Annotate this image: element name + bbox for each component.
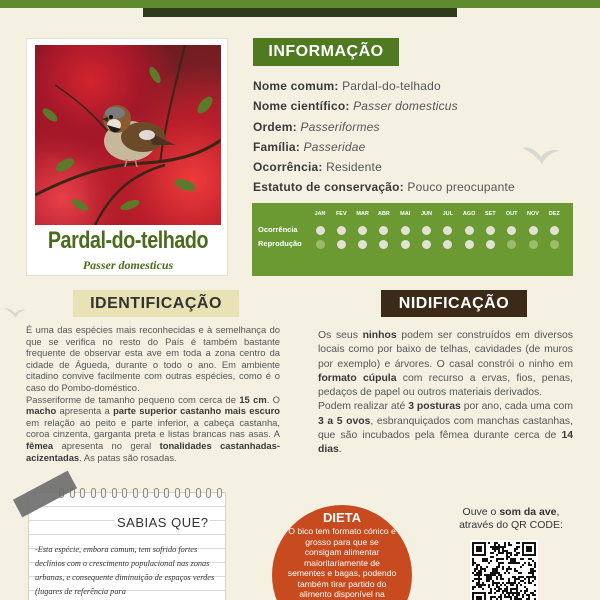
diet-title: DIETA	[322, 510, 362, 525]
notebook-ring	[164, 488, 169, 498]
flying-bird-icon	[522, 142, 560, 166]
info-value: Passeridae	[303, 139, 366, 154]
sparrow-illustration	[35, 45, 221, 225]
calendar-dot-active	[337, 240, 346, 249]
top-bar-tab	[143, 8, 457, 17]
notebook-ring	[91, 488, 96, 498]
info-key: Nome científico:	[253, 99, 350, 114]
info-row	[253, 96, 583, 116]
info-key: Estatuto de conservação:	[253, 180, 404, 195]
notebook-ring	[196, 488, 201, 498]
calendar-dot-active	[486, 226, 495, 235]
calendar-dot-inactive	[529, 240, 538, 249]
calendar-month-label: MAI	[400, 211, 411, 217]
calendar-month-label: OUT	[505, 211, 518, 217]
species-common-name: Pardal-do-telhado	[47, 227, 209, 254]
identification-text	[26, 324, 280, 463]
notebook-ring	[143, 488, 148, 498]
calendar-dot-active	[379, 226, 388, 235]
qr-code[interactable]	[470, 540, 538, 600]
calendar-month-label: MAR	[356, 211, 369, 217]
calendar-dot-active	[443, 226, 452, 235]
info-value: Pardal-do-telhado	[342, 79, 441, 93]
calendar-month-label: ABR	[377, 211, 390, 217]
calendar-dot-active	[337, 226, 346, 235]
calendar-month-label: FEV	[335, 211, 347, 217]
id-text-segment: apresenta a	[56, 405, 114, 417]
calendar-dot-active	[358, 240, 367, 249]
id-text-segment: em relação ao peito e parte inferior, a cabeça castanha, coroa cinzenta, garganta preta e listas brancas nas asas. A	[26, 416, 280, 440]
calendar-dot-active	[465, 226, 474, 235]
calendar-dot-active	[422, 240, 431, 249]
info-section-header: INFORMAÇÃO	[253, 38, 399, 66]
info-value: Residente	[326, 160, 382, 175]
id-text-bold: tonalidades castanhadas-acizentadas	[26, 439, 280, 463]
calendar-dot-active	[401, 226, 410, 235]
calendar-dot-active	[529, 226, 538, 235]
info-row	[253, 76, 583, 96]
calendar-month-label: JAN	[314, 211, 326, 217]
calendar-row-label: Reprodução	[258, 239, 302, 248]
species-photo-card	[26, 38, 228, 276]
calendar-dot-active	[486, 240, 495, 249]
identification-section-header: IDENTIFICAÇÃO	[73, 290, 239, 317]
info-value: Passer domesticus	[353, 99, 458, 114]
calendar-row-label: Ocorrência	[258, 225, 298, 234]
diet-text: O bico tem formato cónico e grosso para que se consigam alimentar maioritariamente de sementes e bagas, podendo também tirar partido do alimento disponível na	[287, 526, 397, 599]
nest-text-bold: formato cúpula	[318, 372, 397, 384]
info-list	[253, 76, 583, 198]
calendar-dot-active	[422, 226, 431, 235]
id-text-bold: 15 cm	[239, 393, 267, 405]
calendar-dot-inactive	[550, 240, 559, 249]
info-key: Nome comum:	[253, 79, 339, 93]
info-row	[253, 117, 583, 137]
did-you-know-title: SABIAS QUE?	[117, 515, 209, 530]
nest-text-bold: 14 dias	[318, 430, 573, 456]
id-text-segment: apresenta no geral	[53, 439, 160, 451]
qr-caption-line2: através do QR CODE:	[459, 519, 563, 531]
sparrow-photo	[35, 45, 221, 225]
diet-circle	[272, 505, 412, 600]
calendar-dot-active	[358, 226, 367, 235]
notebook-rings	[59, 488, 229, 498]
qr-caption-segment: ,	[556, 506, 560, 518]
id-text-bold: macho	[26, 405, 57, 417]
notebook-ring	[112, 488, 117, 498]
flying-bird-icon	[4, 305, 26, 319]
calendar-month-label: SET	[485, 211, 496, 217]
nest-text-segment: Os seus	[318, 330, 363, 341]
calendar-month-label: NOV	[527, 211, 539, 217]
notebook-ring	[206, 488, 211, 498]
did-you-know-note	[28, 492, 226, 600]
notebook-ring	[101, 488, 106, 498]
info-value: Pouco preocupante	[407, 180, 515, 195]
calendar-dot-inactive	[507, 240, 516, 249]
notebook-ring	[175, 488, 180, 498]
info-row	[253, 177, 583, 197]
notebook-ring	[80, 488, 85, 498]
nest-text-segment: .	[338, 444, 342, 456]
id-text-segment: . O	[266, 393, 280, 405]
calendar-dot-active	[465, 240, 474, 249]
calendar-month-label: JUN	[420, 211, 432, 217]
identification-paragraph-1: É uma das espécies mais reconhecidas e à semelhança do que se verifica no resto do País é também bastante frequente de observar esta ave em toda a zona centro da cidade de Águeda, durante o todo o ano. Em ambiente citadino convive facilmente com outras espécies, como é o caso do Pombo-doméstico.	[26, 324, 280, 393]
info-key: Ocorrência:	[253, 160, 323, 175]
nest-text-segment: por ano, cada uma com	[460, 401, 573, 413]
nest-text-segment: Podem realizar até	[318, 401, 409, 413]
info-key: Família:	[253, 139, 300, 154]
calendar-dot-active	[401, 240, 410, 249]
info-key: Ordem:	[253, 119, 297, 134]
nest-text-bold: 3 a 5 ovos	[318, 415, 371, 427]
notebook-ring	[122, 488, 127, 498]
nest-text-bold: ninhos	[362, 330, 397, 341]
top-bar	[0, 0, 600, 8]
calendar-dot-inactive	[316, 240, 325, 249]
nest-text-segment: com recurso a ervas, fios, penas, pedaços de papel ou outros materiais derivados.	[318, 372, 573, 399]
calendar-dot-active	[443, 240, 452, 249]
calendar-dot-active	[507, 226, 516, 235]
did-you-know-text: -Esta espécie, embora comum, tem sofrido fortes declínios com o crescimento populacional nas zonas urbanas, e consequente diminuição de espaços verdes (lugares de referência para	[35, 545, 215, 596]
id-text-segment: . As patas são rosadas.	[79, 451, 177, 463]
id-text-bold: parte superior castanho mais escuro	[113, 405, 280, 417]
notebook-ring	[217, 488, 222, 498]
calendar-month-label: AGO	[462, 211, 476, 217]
notebook-ring	[154, 488, 159, 498]
calendar-month-label: JUL	[442, 211, 453, 217]
nesting-section-header: NIDIFICAÇÃO	[381, 290, 527, 317]
info-value: Passeriformes	[300, 119, 380, 134]
phenology-calendar	[252, 203, 573, 276]
notebook-ring	[133, 488, 138, 498]
nesting-text	[318, 329, 573, 458]
notebook-ring	[185, 488, 190, 498]
calendar-month-label: DEZ	[548, 211, 560, 217]
calendar-dot-active	[379, 240, 388, 249]
calendar-dot-active	[550, 226, 559, 235]
species-scientific-name: Passer domesticus	[82, 258, 174, 272]
nest-text-segment: podem ser construídos em diversos locais como por baixo de telhas, cavidades (de muros por exemplo) e árvores. O casal constrói o ninho em	[318, 330, 573, 370]
id-text-segment: Passeriforme de tamanho pequeno com cerca de	[26, 393, 240, 405]
qr-caption-segment: Ouve o	[462, 506, 500, 518]
calendar-dot-active	[316, 226, 325, 235]
qr-caption	[445, 506, 577, 532]
nest-text-segment: , esbranquiçados com manchas castanhas, que são incubados pela fêmea durante cerca de	[318, 415, 574, 442]
id-text-bold: fêmea	[26, 439, 54, 451]
qr-caption-bold: som da ave	[499, 506, 557, 518]
qr-code-icon	[470, 540, 538, 600]
nest-text-bold: 3 posturas	[408, 401, 461, 413]
